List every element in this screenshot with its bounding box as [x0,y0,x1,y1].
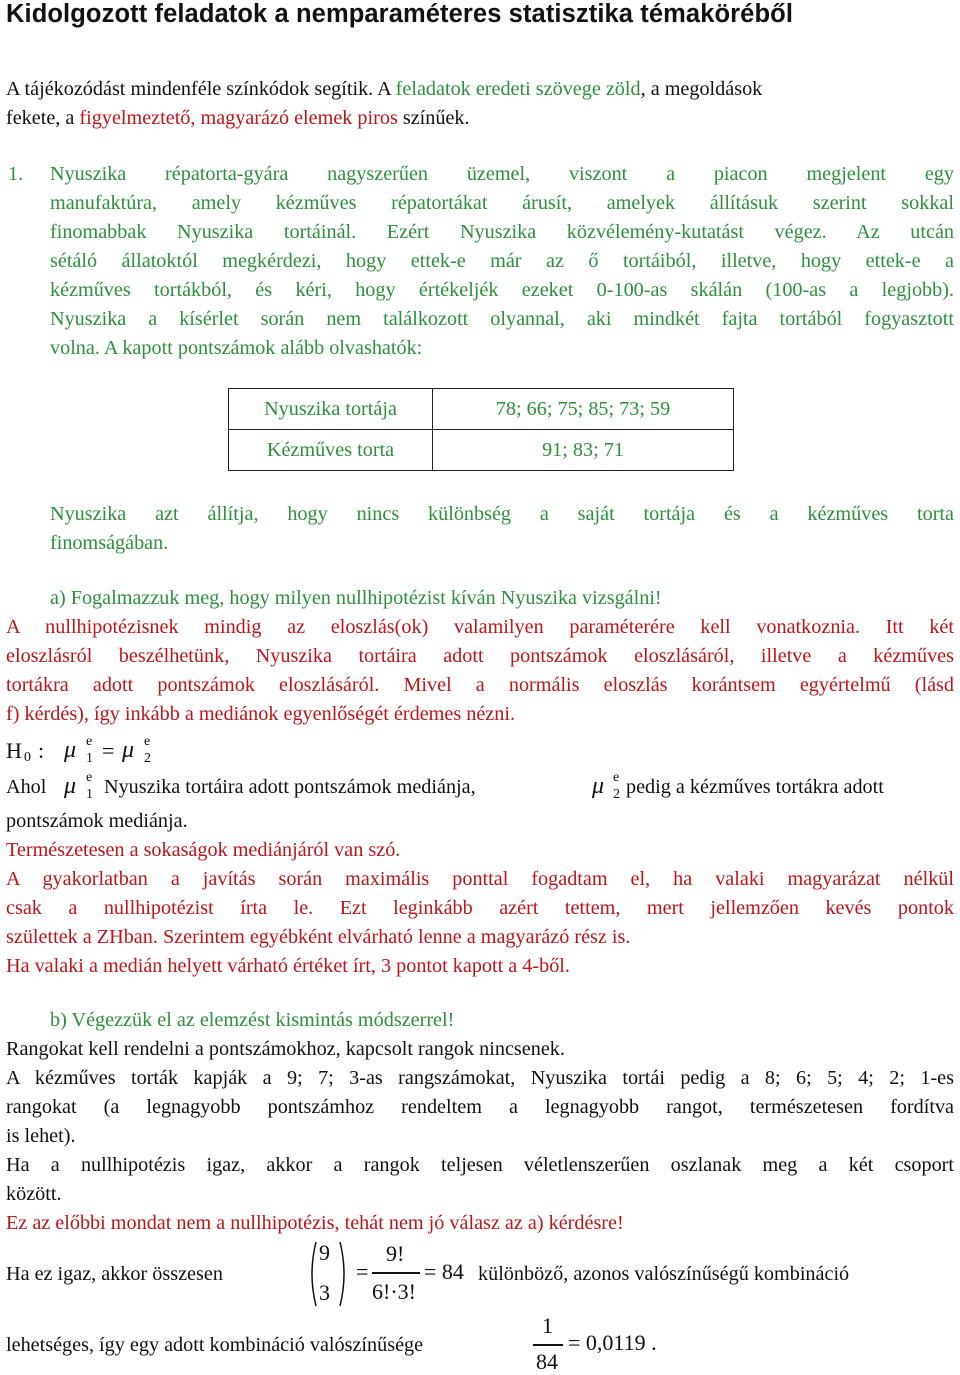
rank-line: is lehet). [6,1125,76,1147]
mu-superscript: e [144,734,151,749]
mu-superscript: e [86,770,93,785]
prob-denominator: 84 [536,1349,558,1374]
intro-line-2 [6,104,470,133]
scores-table [228,388,734,471]
task-text [50,160,954,363]
consequence-line: Ha a nullhipotézis igaz, akkor a rangok teljesen véletlenszerűen oszlanak meg a két csoport [6,1154,954,1176]
task-line: Nyuszika répatorta-gyára nagyszerűen üzemel, viszont a piacon megjelent egy [50,163,954,185]
comb-before: Ha ez igaz, akkor összesen [6,1263,223,1285]
part-a-question: a) Fogalmazzuk meg, hogy milyen nullhipotézist kíván Nyuszika vizsgálni! [50,587,662,609]
prob-result: = 0,0119 . [568,1330,657,1355]
intro-green-text: feladatok eredeti szövege zöld [395,78,641,100]
h0-subscript: 0 [24,750,31,765]
table-cell-values: 78; 66; 75; 85; 73; 59 [433,389,734,430]
median-desc-1: Nyuszika tortáira adott pontszámok mediánja, [104,776,476,798]
mu-symbol: μ [64,773,77,799]
explanation-line: A nullhipotézisnek mindig az eloszlás(ok) valamilyen paraméterére kell vonatkoznia. Itt két [6,616,954,638]
task-line: manufaktúra, amely kézműves répatortákat árusít, amelyek állításuk szerint sokkal [50,192,954,214]
mu-superscript: e [86,734,93,749]
mu-subscript: 1 [86,751,93,766]
comb-after: különböző, azonos valószínűségű kombináció [478,1263,850,1285]
mu-symbol: μ [592,773,605,799]
mu-subscript: 2 [613,787,620,802]
table-row [229,430,734,471]
equals-sign: = [102,738,115,763]
rank-line: A kézműves torták kapják a 9; 7; 3-as rangszámokat, Nyuszika tortái pedig a 8; 6; 5; 4; 2; 1-es [6,1067,954,1089]
median-desc-3: pontszámok mediánja. [6,810,188,832]
intro-red-text: figyelmeztető, magyarázó elemek piros [79,107,398,129]
null-consequence [6,1151,954,1209]
intro-text: színűek. [397,107,470,129]
part-b-question: b) Végezzük el az elemzést kismintás módszerrel! [50,1009,455,1031]
warning-note: Ez az előbbi mondat nem a nullhipotézis, tehát nem jó válasz az a) kérdésre! [6,1212,624,1234]
explanation-line: f) kérdés), így inkább a mediánok egyenlőségét érdemes nézni. [6,703,515,725]
claim-line: Nyuszika azt állítja, hogy nincs különbség a saját tortája és a kézműves torta [50,503,954,525]
grading-line: csak a nullhipotézist írta le. Ezt leginkább azért tettem, mert jellemzően kevés pontok [6,897,954,919]
grading-line: Ha valaki a medián helyett várható értéket írt, 3 pontot kapott a 4-ből. [6,955,570,977]
equals-sign: = [356,1259,369,1284]
ahol-word: Ahol [6,776,47,798]
prob-before: lehetséges, így egy adott kombináció valószínűsége [6,1334,424,1356]
h0-colon: : [38,738,45,763]
task-line: kézműves tortákból, és kéri, hogy értékeljék ezeket 0-100-as skálán (100-as a legjobb). [50,279,954,301]
task-line: sétáló állatoktól megkérdezi, hogy ettek-e már az ő tortáiból, illetve, hogy ettek-e a [50,250,954,272]
consequence-line: között. [6,1183,62,1205]
mu-superscript: e [613,770,620,785]
table-cell-label: Kézműves torta [229,430,433,471]
explanation-line: eloszlásról beszélhetünk, Nyuszika tortáira adott pontszámok eloszlásáról, illetve a kézműves [6,645,954,667]
task-line: Nyuszika a kísérlet során nem találkozott olyannal, aki mindkét fajta tortából fogyasztott [50,308,954,330]
part-a-explanation [6,613,954,729]
factorial-numerator: 9! [386,1241,405,1266]
rank-assignment [6,1064,954,1151]
h0-symbol: H [6,738,22,763]
grading-line: születtek a ZHban. Szerintem egyébként elvárható lenne a magyarázó rész is. [6,926,631,948]
rank-intro: Rangokat kell rendelni a pontszámokhoz, kapcsolt rangok nincsenek. [6,1038,565,1060]
grading-line: A gyakorlatban a javítás során maximális ponttal fogadtam el, ha valaki magyarázat nélkül [6,868,954,890]
mu-subscript: 1 [86,787,93,802]
prob-numerator: 1 [542,1313,553,1338]
page-title: Kidolgozott feladatok a nemparaméteres statisztika témaköréből [6,0,793,28]
task-line: volna. A kapott pontszámok alább olvashatók: [50,337,423,359]
fraction-bar [372,1272,420,1274]
grading-note [6,865,954,981]
median-desc-2: pedig a kézműves tortákra adott [626,776,884,798]
table-row [229,389,734,430]
explanation-line: tortákra adott pontszámok eloszlásáról. Mivel a normális eloszlás korántsem egyértelmű (lásd [6,674,954,696]
sokasag-note: Természetesen a sokaságok mediánjáról van szó. [6,839,401,861]
task-line: finomabbak Nyuszika tortáinál. Ezért Nyuszika közvélemény-kutatást végez. Az utcán [50,221,954,243]
intro-line-1 [6,75,762,104]
task-number: 1. [8,163,24,185]
comb-result: = 84 [424,1259,464,1284]
fraction-bar [533,1344,563,1346]
intro-text: , a megoldások [640,78,763,100]
table-cell-label: Nyuszika tortája [229,389,433,430]
factorial-denominator: 6!·3! [372,1279,416,1304]
binomial-bottom: 3 [319,1280,330,1305]
mu-subscript: 2 [144,751,151,766]
rank-line: rangokat (a legnagyobb pontszámhoz rendeltem a legnagyobb rangot, természetesen fordítva [6,1096,954,1118]
mu-symbol: μ [64,737,77,763]
claim-text [50,500,954,558]
intro-text: fekete, a [6,107,80,129]
claim-line: finomságában. [50,532,169,554]
table-cell-values: 91; 83; 71 [433,430,734,471]
intro-text: A tájékozódást mindenféle színkódok segítik. A [6,78,396,100]
binomial-top: 9 [319,1240,330,1265]
mu-symbol: μ [122,737,135,763]
